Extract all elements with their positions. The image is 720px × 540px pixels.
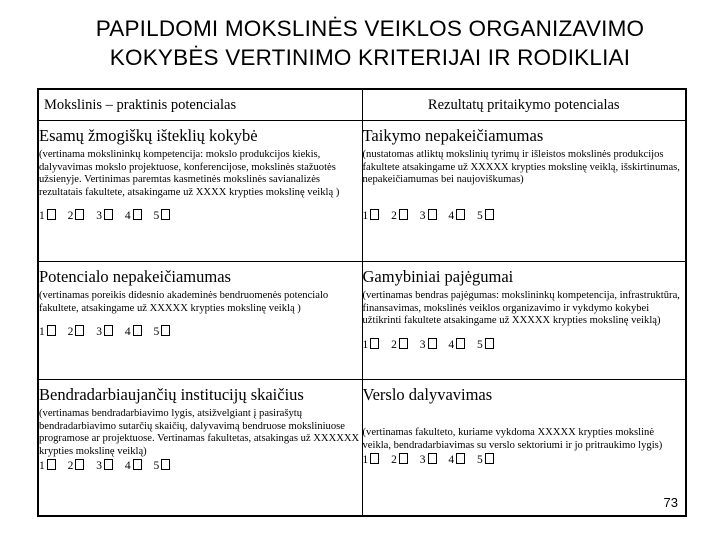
- scale-label: 3: [419, 454, 426, 467]
- scale-label: 5: [477, 454, 483, 467]
- page-number: 73: [663, 495, 678, 510]
- rating-scale: [363, 453, 686, 466]
- criteria-row-2: [38, 262, 686, 380]
- page-title: [40, 14, 700, 72]
- checkbox[interactable]: [47, 209, 56, 220]
- criterion-cell: [38, 121, 362, 262]
- checkbox[interactable]: [104, 459, 113, 470]
- criterion-description: (nustatomas atliktų mokslinių tyrimų ir išleistos mokslinės produkcijos fakultete atsakingame už XXXXX krypties mokslinę veiklą, išskirtinumas, nepakeičiamumas bei naujoviškumas): [362, 149, 680, 186]
- rating-scale: [363, 338, 686, 351]
- checkbox[interactable]: [161, 325, 170, 336]
- checkbox[interactable]: [370, 338, 379, 349]
- checkbox[interactable]: [485, 209, 494, 220]
- criterion-cell: [362, 121, 686, 262]
- scale-label: 1: [39, 326, 45, 339]
- checkbox[interactable]: [104, 209, 113, 220]
- criterion-title: Taikymo nepakeičiamumas: [362, 126, 544, 145]
- header-row: [38, 89, 686, 121]
- scale-label: 1: [362, 338, 369, 351]
- checkbox[interactable]: [428, 209, 437, 220]
- title-line-2: KOKYBĖS VERTINIMO KRITERIJAI IR RODIKLIAI: [109, 45, 631, 70]
- criterion-cell: [38, 380, 362, 517]
- scale-label: 4: [124, 460, 131, 473]
- checkbox[interactable]: [47, 325, 56, 336]
- scale-label: 2: [391, 338, 397, 351]
- checkbox[interactable]: [456, 338, 465, 349]
- scale-label: 2: [391, 209, 397, 222]
- criteria-row-3: [38, 380, 686, 517]
- scale-label: 2: [67, 460, 74, 473]
- checkbox[interactable]: [47, 459, 56, 470]
- criterion-title: Gamybiniai pajėgumai: [362, 267, 514, 286]
- criterion-description: (vertinamas bendras pajėgumas: mokslininkų kompetencija, infrastruktūra, finansavimas, mokslinės veiklos organizavimo ir vykdymo kokybei užtikrinti fakultete atsakingame už XXXXX krypties mokslinę veiklą): [362, 290, 680, 327]
- scale-label: 5: [153, 460, 160, 473]
- checkbox[interactable]: [370, 209, 379, 220]
- criterion-title: Bendradarbiaujančių institucijų skaičius: [39, 385, 304, 404]
- scale-label: 3: [419, 338, 426, 351]
- header-right: Rezultatų pritaikymo potencialas: [362, 89, 686, 121]
- checkbox[interactable]: [370, 453, 379, 464]
- scale-label: 3: [96, 210, 102, 223]
- criterion-cell: [362, 262, 686, 380]
- checkbox[interactable]: [133, 325, 142, 336]
- criterion-title: Potencialo nepakeičiamumas: [39, 267, 231, 286]
- scale-label: 4: [448, 209, 455, 222]
- checkbox[interactable]: [161, 209, 170, 220]
- criterion-title: Esamų žmogiškų išteklių kokybė: [39, 126, 258, 145]
- scale-label: 5: [153, 210, 160, 223]
- checkbox[interactable]: [485, 453, 494, 464]
- checkbox[interactable]: [161, 459, 170, 470]
- scale-label: 1: [362, 454, 369, 467]
- rating-scale: [39, 459, 362, 472]
- checkbox[interactable]: [133, 459, 142, 470]
- scale-label: 4: [124, 210, 131, 223]
- criterion-description: (vertinamas poreikis didesnio akademinės bendruomenės potencialo fakultete, atsakingame už XXXXX krypties mokslinę veiklą ): [39, 290, 329, 314]
- scale-label: 1: [39, 210, 45, 223]
- checkbox[interactable]: [485, 338, 494, 349]
- checkbox[interactable]: [75, 209, 84, 220]
- criterion-cell: [362, 380, 686, 517]
- checkbox[interactable]: [456, 209, 465, 220]
- scale-label: 4: [448, 454, 455, 467]
- scale-label: 2: [391, 454, 397, 467]
- checkbox[interactable]: [75, 325, 84, 336]
- scale-label: 5: [477, 209, 483, 222]
- scale-label: 5: [477, 338, 483, 351]
- checkbox[interactable]: [428, 338, 437, 349]
- checkbox[interactable]: [456, 453, 465, 464]
- checkbox[interactable]: [75, 459, 84, 470]
- checkbox[interactable]: [399, 209, 408, 220]
- criterion-title: Verslo dalyvavimas: [362, 385, 493, 404]
- checkbox[interactable]: [104, 325, 113, 336]
- scale-label: 3: [419, 209, 426, 222]
- scale-label: 1: [362, 209, 369, 222]
- scale-label: 3: [96, 460, 102, 473]
- criteria-table: [37, 88, 687, 517]
- title-line-1: PAPILDOMI MOKSLINĖS VEIKLOS ORGANIZAVIMO: [95, 16, 645, 41]
- scale-label: 4: [448, 338, 455, 351]
- checkbox[interactable]: [133, 209, 142, 220]
- scale-label: 2: [67, 326, 74, 339]
- checkbox[interactable]: [399, 338, 408, 349]
- scale-label: 2: [67, 210, 74, 223]
- checkbox[interactable]: [428, 453, 437, 464]
- criterion-cell: [38, 262, 362, 380]
- rating-scale: [39, 209, 362, 222]
- scale-label: 5: [153, 326, 160, 339]
- criterion-description: (vertinama mokslininkų kompetencija: mokslo produkcijos kiekis, dalyvavimas mokslo projektuose, konferencijose, mokslinės stažuotės užsienyje. Vertinimas paremtas kasmetinės mokslinės savianalizės rezultatais fakultete, atsakingame už XXXX krypties mokslinę veiklą ): [39, 149, 340, 198]
- header-left: Mokslinis – praktinis potencialas: [38, 89, 362, 121]
- criterion-description: (vertinamas bendradarbiavimo lygis, atsižvelgiant į pasirašytų bendradarbiavimo sutarčių skaičių, dalyvavimą bendruose moksliniuose programose ar projektuose. Vertinamas fakultetas, atsakingas už XXXXXX krypties mokslinę veiklą): [39, 408, 360, 457]
- rating-scale: [363, 209, 686, 222]
- rating-scale: [39, 325, 362, 338]
- checkbox[interactable]: [399, 453, 408, 464]
- criteria-row-1: [38, 121, 686, 262]
- scale-label: 4: [124, 326, 131, 339]
- criterion-description: (vertinamas fakulteto, kuriame vykdoma XXXXX krypties mokslinė veikla, bendradarbiavimas su verslo sektoriumi ir jo pritraukimo lygis): [362, 427, 663, 451]
- scale-label: 3: [96, 326, 102, 339]
- scale-label: 1: [39, 460, 45, 473]
